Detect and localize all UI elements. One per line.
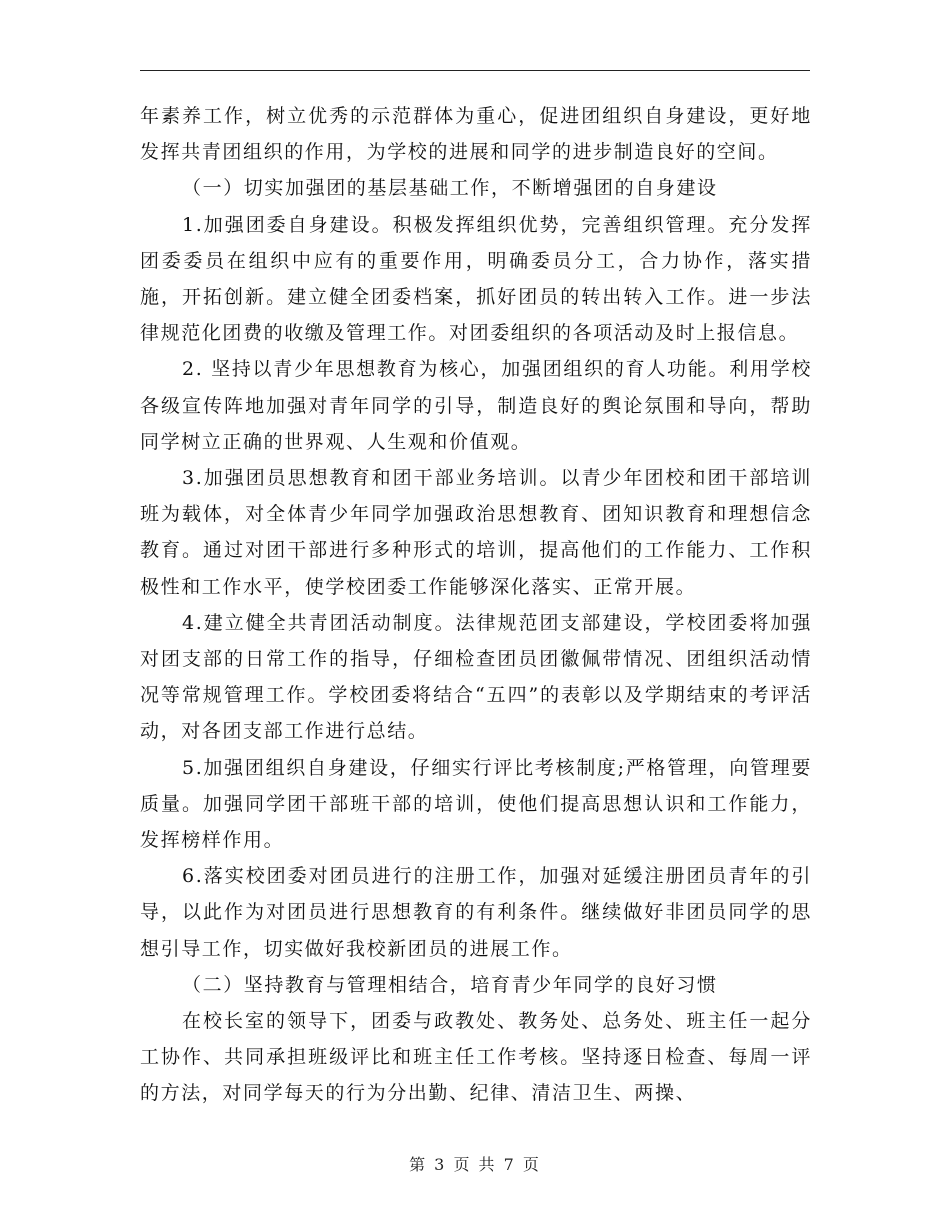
paragraph-item-6: 6.落实校团委对团员进行的注册工作，加强对延缓注册团员青年的引导，以此作为对团员进行思想教育的有利条件。继续做好非团员同学的思想引导工作，切实做好我校新团员的进展工作。 <box>140 865 812 960</box>
paragraph-last: 在校长室的领导下，团委与政教处、教务处、总务处、班主任一起分工协作、共同承担班级评比和班主任工作考核。坚持逐日检查、每周一评的方法，对同学每天的行为分出勤、纪律、清洁卫生、两操、 <box>140 1010 812 1105</box>
paragraph-item-5: 5.加强团组织自身建设，仔细实行评比考核制度;严格管理，向管理要质量。加强同学团干部班干部的培训，使他们提高思想认识和工作能力，发挥榜样作用。 <box>140 756 812 852</box>
page-number-footer: 第 3 页 共 7 页 <box>409 1155 541 1174</box>
paragraph-item-3: 3.加强团员思想教育和团干部业务培训。以青少年团校和团干部培训班为载体，对全体青少年同学加强政治思想教育、团知识教育和理想信念教育。通过对团干部进行多种形式的培训，提高他们的工作能力、工作积极性和工作水平，使学校团委工作能够深化落实、正常开展。 <box>140 467 812 598</box>
paragraph-item-4: 4.建立健全共青团活动制度。法律规范团支部建设，学校团委将加强对团支部的日常工作的指导，仔细检查团员团徽佩带情况、团组织活动情况等常规管理工作。学校团委将结合“五四”的表彰以及学期结束的考评活动，对各团支部工作进行总结。 <box>140 611 812 743</box>
section-heading-2: （二）坚持教育与管理相结合，培育青少年同学的良好习惯 <box>182 973 718 996</box>
header-rule <box>140 70 810 71</box>
section-heading-1: （一）切实加强团的基层基础工作，不断增强团的自身建设 <box>182 177 718 200</box>
paragraph-1: 年素养工作，树立优秀的示范群体为重心，促进团组织自身建设，更好地发挥共青团组织的作用，为学校的进展和同学的进步制造良好的空间。 <box>140 105 812 164</box>
paragraph-item-1: 1.加强团委自身建设。积极发挥组织优势，完善组织管理。充分发挥团委委员在组织中应有的重要作用，明确委员分工，合力协作，落实措施，开拓创新。建立健全团委档案，抓好团员的转出转入工作。进一步法律规范化团费的收缴及管理工作。对团委组织的各项活动及时上报信息。 <box>140 213 812 345</box>
body-text <box>140 98 812 1112</box>
paragraph-item-2: 2. 坚持以青少年思想教育为核心，加强团组织的育人功能。利用学校各级宣传阵地加强对青年同学的引导，制造良好的舆论氛围和导向，帮助同学树立正确的世界观、人生观和价值观。 <box>140 358 812 453</box>
